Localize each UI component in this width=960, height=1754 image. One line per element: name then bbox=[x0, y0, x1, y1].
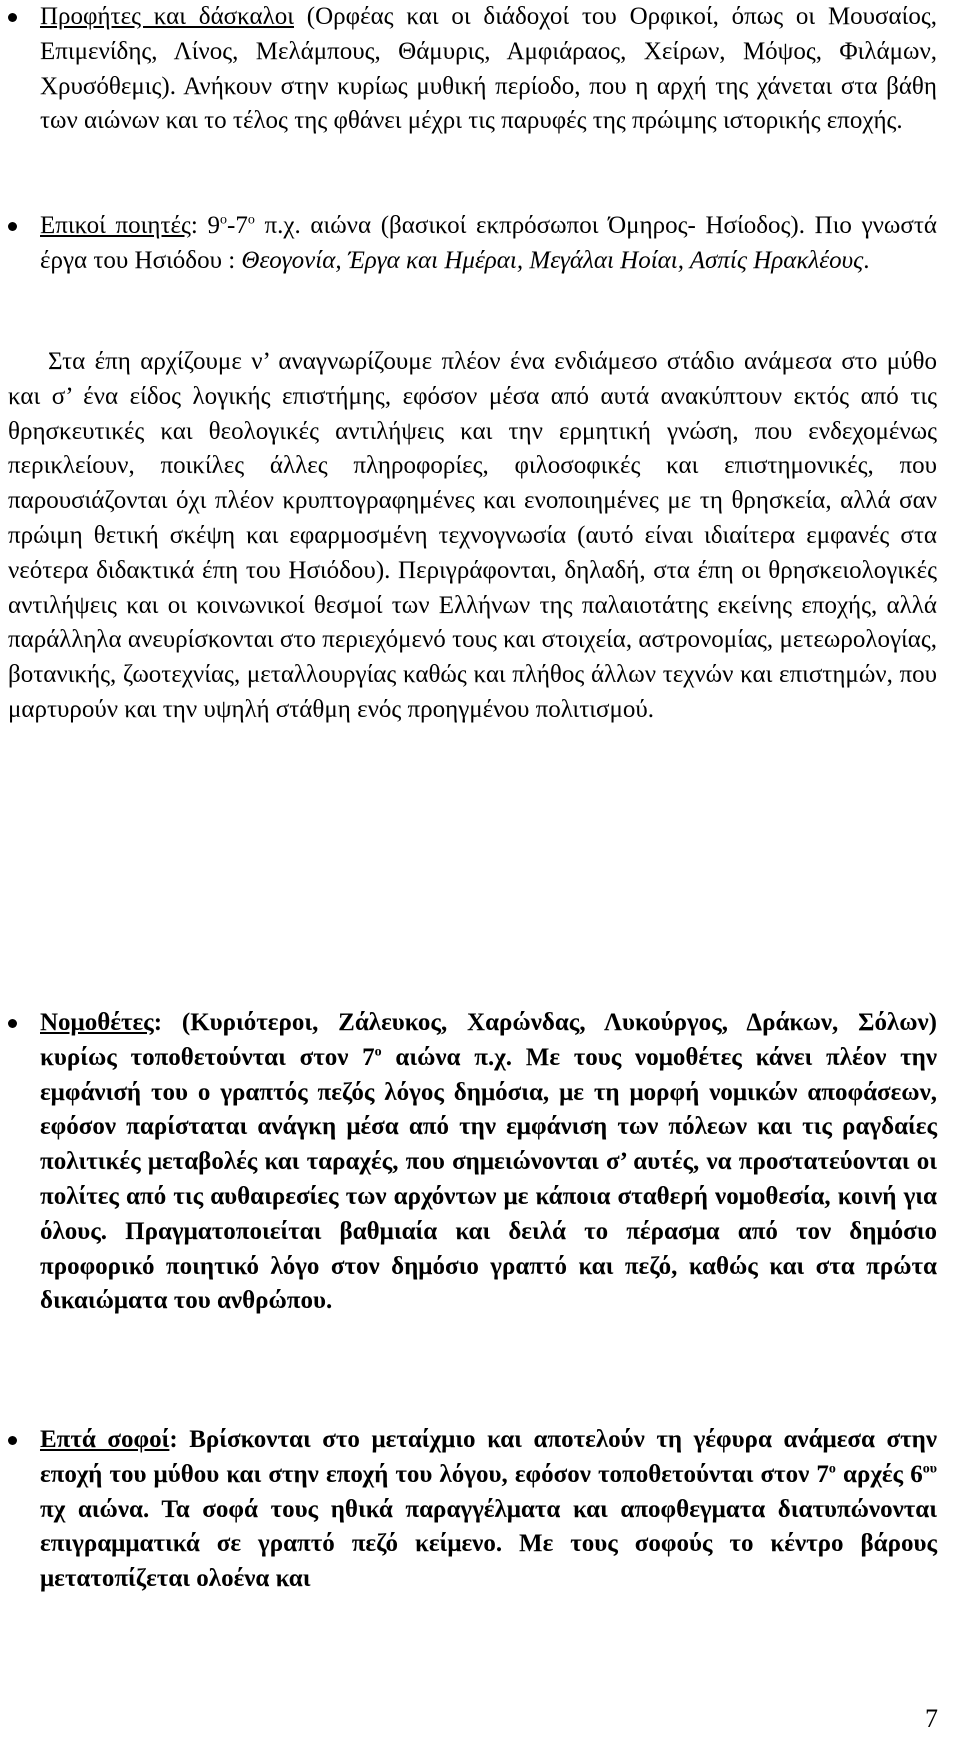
hesiod-works: Θεογονία, Έργα και Ημέραι, Μεγάλαι Ηοίαι, Ασπίς Ηρακλέους bbox=[241, 246, 864, 274]
bullet-epic-poets: Επικοί ποιητές: $9^o-7^o$ π.χ. αιώνα (βασικοί εκπρόσωποι Όμηρος- Ησίοδος). Πιο γνωστά έργα του Ησιόδου : Θεογονία, Έργα και Ημέραι, Μεγάλαι Ηοίαι, Ασπίς Ηρακλέους. bbox=[40, 209, 937, 279]
bullet-text: π.χ. αιώνα (βασικοί εκπρόσωποι Όμηρος- Ησίοδος). Πιο γνωστά έργα του Ησιόδου : bbox=[40, 212, 938, 274]
bullet-term: Επτά σοφοί bbox=[40, 1426, 170, 1453]
bullet-term: Επικοί ποιητές bbox=[40, 212, 191, 239]
bullet-term: Προφήτες και δάσκαλοι bbox=[40, 3, 294, 30]
bullet-text: (Ορφέας και οι διάδοχοί του Ορφικοί, όπως οι Μουσαίος, Επιμενίδης, Λίνος, Μελάμπους, Θάμυρις, Αμφιάραος, Χείρων, Μόψος, Φιλάμων, Χρυσόθεμις). Ανήκουν στην κυρίως μυθική περίοδο, που η αρχή της χάνεται στα βάθη των αιώνων και το τέλος της φθάνει μέχρι τις παρυφές της πρώιμης ιστορικής εποχής. bbox=[40, 3, 938, 135]
page-number: 7 bbox=[925, 1704, 938, 1733]
paragraph-text: Στα έπη αρχίζουμε ν’ αναγνωρίζουμε πλέον ένα ενδιάμεσο στάδιο ανάμεσα στο μύθο και σ’ ένα είδος λογικής επιστήμης, εφόσον μέσα από αυτά ανακύπτουν εκτός από τις θρησκευτικές και θεολογικές αντιλήψεις και την ερμητική γνώση, που ενδεχομένως περικλείουν, ποικίλες άλλες πληροφορίες, φιλοσοφικές και επιστημονικές, που παρουσιάζονται όχι πλέον κρυπτογραφημένες και ενοποιημένες με τη θρησκεία, αλλά σαν πρώιμη θετική σκέψη και εφαρμοσμένη τεχνογνωσία (αυτό είναι ιδιαίτερα εμφανές στα νεότερα διδακτικά έπη του Ησιόδου). Περιγράφονται, δηλαδή, στα έπη οι θρησκειολογικές αντιλήψεις και οι κοινωνικοί θεσμοί των Ελλήνων της παλαιοτάτης εκείνης εποχής, αλλά παράλληλα ανευρίσκονται στο περιεχόμενό τους και στοιχεία, αστρονομίας, μετεωρολογίας, βοτανικής, ζωοτεχνίας, μεταλλουργίας καθώς και πλήθος άλλων τεχνών και επιστημών, που μαρτυρούν και την υψηλή στάθμη ενός προηγμένου πολιτισμού. bbox=[8, 348, 937, 723]
bullet-seven-sages: Επτά σοφοί: Βρίσκονται στο μεταίχμιο και αποτελούν τη γέφυρα ανάμεσα στην εποχή του μύθου και στην εποχή του λόγου, εφόσον τοποθετούνται στον $7^o$ αρχές $6^{o\upsilon}$ πχ αιώνα. Τα σοφά τους ηθικά παραγγέλματα και αποφθεγματα διατυπώνονται επιγραμματικά σε γραπτό πεζό κείμενο. Με τους σοφούς το κέντρο βάρους μετατοπίζεται ολοένα και bbox=[40, 1423, 937, 1597]
bullet-term: Νομοθέτες bbox=[40, 1009, 154, 1036]
bullet-dot-icon bbox=[8, 1436, 17, 1445]
bullet-lawgivers: Νομοθέτες: (Κυριότεροι, Ζάλευκος, Χαρώνδας, Λυκούργος, Δράκων, Σόλων) κυρίως τοποθετούνται στον $7^o$ αιώνα π.χ. Με τους νομοθέτες κάνει πλέον την εμφάνισή του ο γραπτός πεζός λόγος δημόσια, με τη μορφή νομικών αποφάσεων, εφόσον παρίσταται ανάγκη μέσα από την εμφάνιση των πόλεων και τις ραγδαίες πολιτικές μεταβολές και ταραχές, που σημειώνονται σ’ αυτές, να προστατεύονται οι πολίτες από τις αυθαιρεσίες των αρχόντων με κάποια σταθερή νομοθεσία, κοινή για όλους. Πραγματοποιείται βαθμιαία και δειλά το πέρασμα από τον δημόσιο προφορικό ποιητικό λόγο στον δημόσιο γραπτό και πεζό, καθώς και στα πρώτα δικαιώματα του ανθρώπου. bbox=[40, 1006, 937, 1319]
bullet-prophets bbox=[40, 0, 937, 139]
bullet-dot-icon bbox=[8, 1019, 17, 1028]
bullet-dot-icon bbox=[8, 13, 17, 22]
bullet-dot-icon bbox=[8, 222, 17, 231]
paragraph-epics bbox=[8, 345, 937, 728]
